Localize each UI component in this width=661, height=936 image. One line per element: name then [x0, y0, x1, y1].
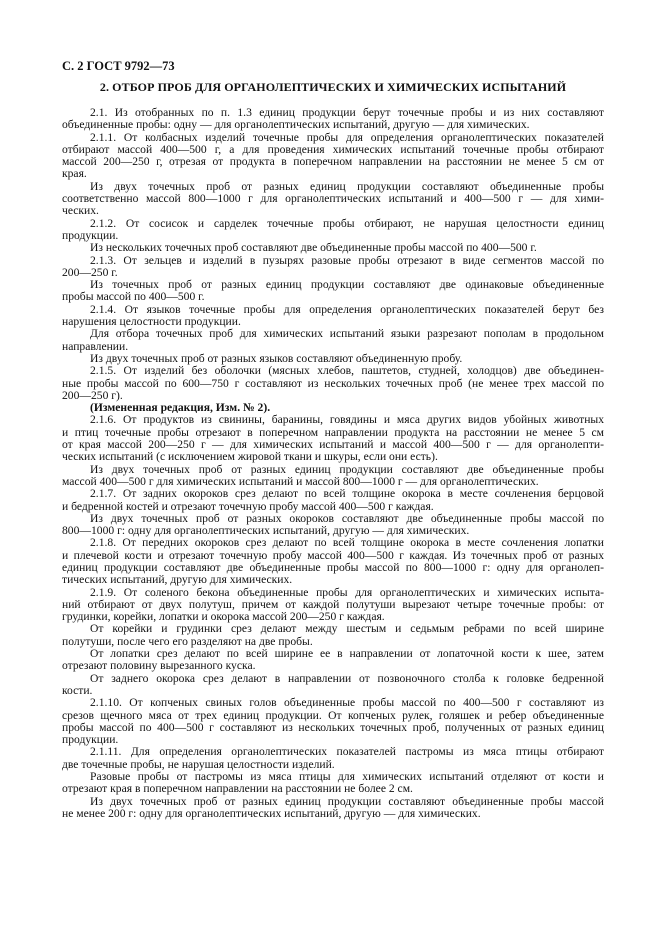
page-header: С. 2 ГОСТ 9792—73	[62, 59, 175, 73]
text-line: срезов щечного мяса от трех единиц продукции. От копченых рулек, голяшек и ребер объединенные	[62, 708, 604, 722]
text-line: не менее 200 г: одну для органолептических испытаний, другую — для химических.	[62, 806, 481, 820]
paragraph	[62, 181, 604, 218]
text-line: объединенные пробы: одну — для органолептических испытаний, другую — для химических.	[62, 118, 530, 132]
text-line: 2.1.5. От изделий без оболочки (мясных хлебов, паштетов, студней, холодцов) две объединен-	[90, 364, 604, 378]
text-line: от края массой 200—250 г — для химических испытаний и массой 400—500 г — для органолепти-	[62, 438, 604, 452]
text-line: 2.1.11. Для определения органолептических показателей пастромы из мяса птицы отбирают	[90, 745, 604, 759]
text-line: Из двух точечных проб от разных единиц продукции составляют объединенные пробы массой	[90, 794, 604, 808]
text-line: 800—1000 г: одну для органолептических испытаний, другую — для химических.	[62, 524, 470, 538]
text-line: ные пробы массой по 600—750 г составляют из нескольких точечных проб (не менее трех массой по	[62, 376, 604, 390]
text-line: 2.1.10. От копченых свиных голов объединенные пробы массой по 400—500 г составляют из	[90, 696, 604, 710]
text-line: ческих.	[62, 204, 99, 218]
text-line: (Измененная редакция, Изм. № 2).	[90, 401, 271, 415]
text-line: продукции.	[62, 228, 119, 242]
text-line: направлении.	[62, 339, 129, 353]
text-line: отрезают края в поперечном направлении на расстоянии не более 2 см.	[62, 782, 413, 796]
paragraph	[62, 587, 604, 624]
text-line: ний отбирают от двух полутуш, причем от каждой полутуши вырезают четыре точечные пробы: от	[62, 597, 604, 611]
text-line: 2.1.7. От задних окороков срез делают по всей толщине окорока в месте сочленения берцовой	[90, 487, 604, 501]
paragraph	[62, 279, 604, 304]
paragraph	[62, 673, 604, 698]
text-line: 200—250 г).	[62, 388, 123, 402]
text-line: и бедренной костей и отрезают точечную пробу массой 400—500 г каждая.	[62, 499, 434, 513]
paragraph	[62, 771, 604, 796]
text-line: Из двух точечных проб от разных окороков составляют две объединенные пробы массой по	[90, 511, 604, 525]
text-line: отрезают половину вырезанного куска.	[62, 659, 256, 673]
paragraph	[62, 513, 604, 538]
text-line: Из двух точечных проб от разных единиц продукции составляют объединенные пробы	[90, 179, 604, 193]
paragraph	[62, 304, 604, 329]
text-line: две точечные пробы, не нарушая целостности изделий.	[62, 757, 335, 771]
text-line: тических испытаний, другую для химических.	[62, 573, 293, 587]
paragraph	[62, 132, 604, 181]
paragraph	[62, 488, 604, 513]
text-line: продукции.	[62, 733, 119, 747]
text-line: 2.1.3. От зельцев и изделий в пузырях разовые пробы отрезают в виде сегментов массой по	[90, 253, 604, 267]
text-line: 2.1.6. От продуктов из свинины, баранины, говядины и мяса других видов убойных животных	[90, 413, 604, 427]
text-line: 2.1.1. От колбасных изделий точечные пробы для определения органолептических показателей	[90, 130, 604, 144]
text-line: От корейки и грудинки срез делают между шестым и седьмым ребрами по всей ширине	[90, 622, 604, 636]
section-title: 2. ОТБОР ПРОБ ДЛЯ ОРГАНОЛЕПТИЧЕСКИХ И ХИМИЧЕСКИХ ИСПЫТАНИЙ	[99, 80, 567, 94]
text-line: пробы массой по 400—500 г составляют из нескольких точечных проб, полученных от разных единиц	[62, 720, 604, 734]
paragraph	[62, 107, 604, 132]
paragraph	[62, 623, 604, 648]
text-line: грудинки, корейки, лопатки и окорока массой 200—250 г каждая.	[62, 610, 385, 624]
text-line: 2.1. Из отобранных по п. 1.3 единиц продукции берут точечные пробы и из них составляют	[90, 106, 604, 119]
text-line: кости.	[62, 683, 93, 697]
text-line: массой 200—250 г, отрезая от продукта в поперечном направлении на расстоянии не менее 5 см от	[62, 155, 604, 169]
text-line: пробы массой по 400—500 г.	[62, 290, 205, 304]
text-line: и птиц точечные пробы отрезают в поперечном направлении продукта на расстоянии не менее 5 см	[62, 425, 604, 439]
text-line: От заднего окорока срез делают в направлении от позвоночного столба к головке бедренной	[90, 671, 604, 685]
paragraph	[62, 796, 604, 821]
text-line: Из двух точечных проб от разных языков составляют объединенную пробу.	[90, 351, 463, 365]
paragraph	[62, 537, 604, 586]
paragraph	[62, 697, 604, 746]
text-line: ческих испытаний (с исключением жировой ткани и шкуры, если они есть).	[62, 450, 438, 464]
text-line: 2.1.4. От языков точечные пробы для определения органолептических показателей берут без	[90, 302, 604, 316]
text-line: 2.1.2. От сосисок и сарделек точечные пробы отбирают, не нарушая целостности единиц	[90, 216, 604, 230]
text-line: и плечевой кости и отрезают точечную пробу массой 400—500 г каждая. Из точечных проб от разных	[62, 548, 604, 562]
paragraph	[62, 242, 604, 254]
paragraph	[62, 648, 604, 673]
paragraph	[62, 365, 604, 402]
text-line: Разовые пробы от пастромы из мяса птицы для химических испытаний отделяют от кости и	[90, 770, 604, 784]
document-body	[62, 107, 604, 820]
text-line: соответственно массой 800—1000 г для органолептических испытаний и 400—500 г — для хими-	[62, 192, 604, 206]
paragraph	[62, 255, 604, 280]
paragraph	[62, 414, 604, 463]
paragraph	[62, 464, 604, 489]
text-line: массой 400—500 г для химических испытаний и массой 800—1000 г — для органолептических.	[62, 474, 539, 488]
text-line: 2.1.9. От соленого бекона объединенные пробы для органолептических и химических испыта-	[90, 585, 604, 599]
text-line: края.	[62, 167, 87, 181]
text-line: 2.1.8. От передних окороков срез делают по всей толщине окорока в месте сочленения лопатки	[90, 536, 604, 550]
text-line: полутуши, после чего его разделяют на две пробы.	[62, 634, 313, 648]
text-line: Из двух точечных проб от разных единиц продукции составляют две объединенные пробы	[90, 462, 604, 476]
paragraph	[62, 328, 604, 353]
text-line: 200—250 г.	[62, 265, 118, 279]
text-line: Из точечных проб от разных единиц продукции составляют две одинаковые объединенные	[90, 278, 604, 292]
text-line: Из нескольких точечных проб составляют две объединенные пробы массой по 400—500 г.	[90, 241, 537, 255]
text-line: От лопатки срез делают по всей ширине ее в направлении от лопаточной кости к шее, затем	[90, 647, 604, 661]
text-line: нарушения целостности продукции.	[62, 315, 241, 329]
paragraph	[62, 746, 604, 771]
text-line: Для отбора точечных проб для химических испытаний языки разрезают пополам в продольном	[90, 327, 604, 341]
text-line: единиц продукции составляют две объединенные пробы массой по 800—1000 г: одну для органолеп-	[62, 560, 604, 574]
paragraph	[62, 218, 604, 243]
text-line: отбирают массой 400—500 г, а для проведения химических испытаний точечные пробы отбирают	[62, 142, 604, 156]
